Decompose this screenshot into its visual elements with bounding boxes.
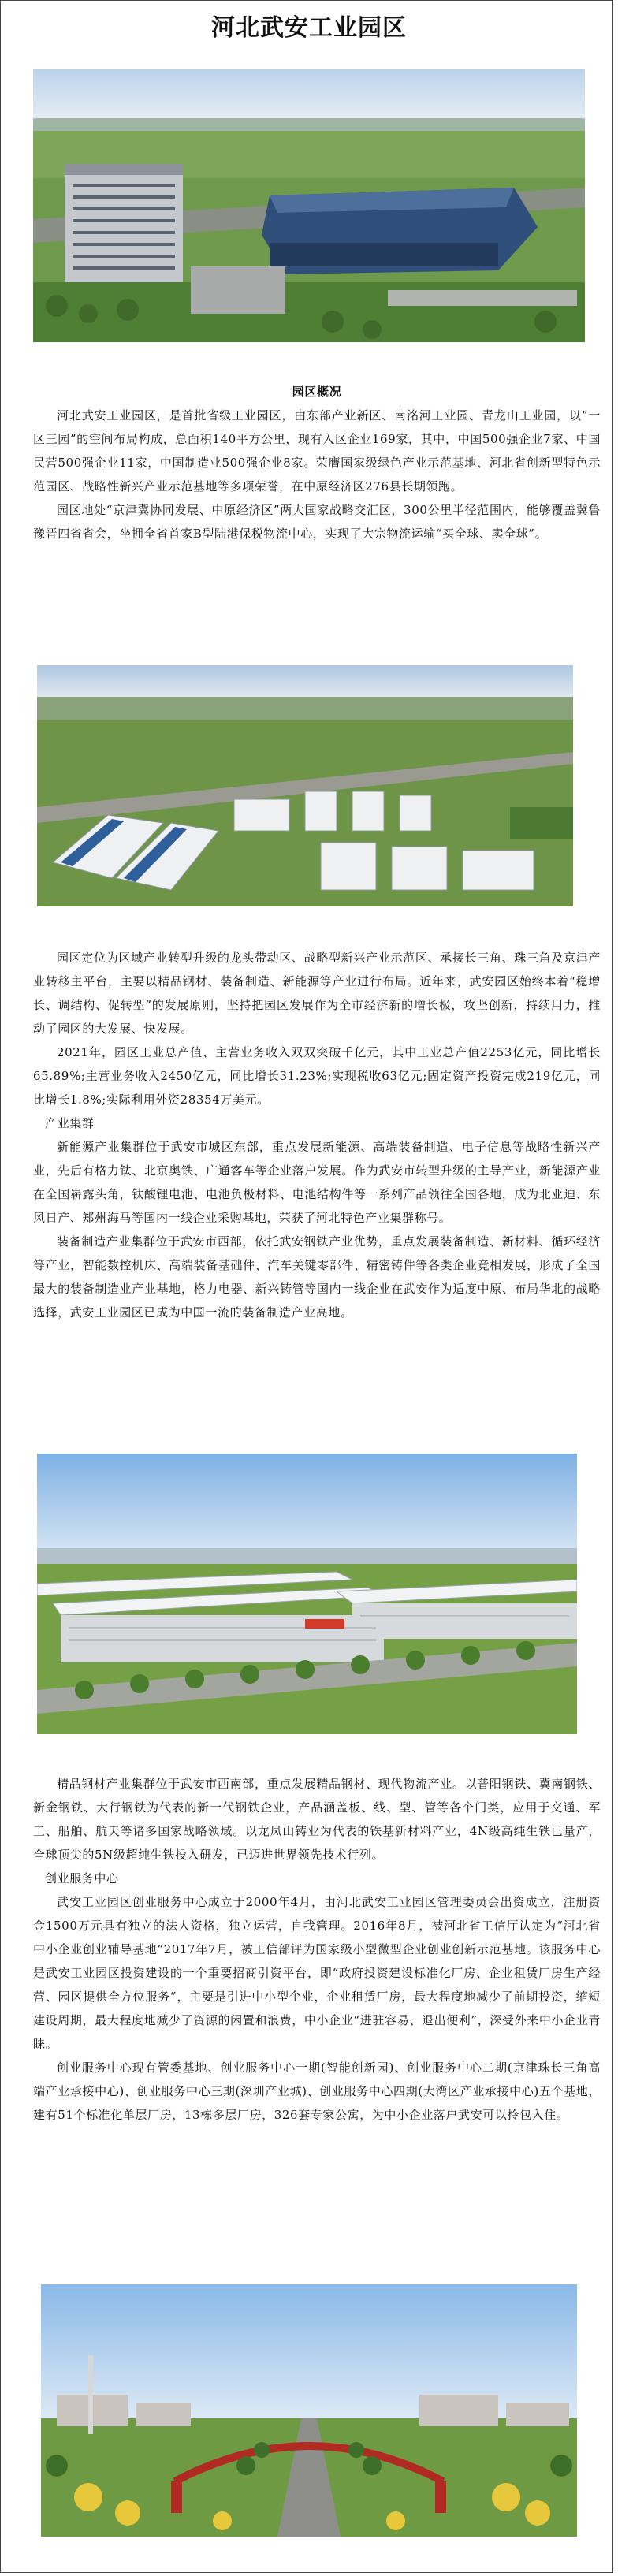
aerial-industrial-park-photo (37, 665, 573, 906)
aerial-office-buildings-photo (33, 69, 585, 342)
service-paragraph-1: 武安工业园区创业服务中心成立于2000年4月，由河北武安工业园区管理委员会出资成立，注册资金1500万元具有独立的法人资格，独立运营，自我管理。2016年8月，被河北省工信厅认定为“河北省中小企业创业辅导基地”2017年7月，被工信部评为国家级小型微型企业创业创新示范基地。该服务中心是武安工业园区投资建设的一个重要招商引资平台，即“政府投资建设标准化厂房、企业租赁厂房生产经营、园区提供全方位服务”，主要是引进中小型企业，企业租赁厂房，最大程度地减少了前期投资，缩短建设周期，最大程度地减少了资源的闲置和浪费，中小企业“进驻容易、退出便利”，深受外来中小企业青睐。 (33, 1895, 601, 2051)
page-title: 河北武安工业园区 (211, 14, 407, 42)
development-paragraph-1: 园区定位为区域产业转型升级的龙头带动区、战略型新兴产业示范区、承接长三角、珠三角及京津产业转移主平台，主要以精品钢材、装备制造、新能源等产业进行布局。近年来，武安园区始终本着“稳增长、调结构、促转型”的发展原则，坚持把园区发展作为全市经济新的增长极，攻坚创新，持续用力，推动了园区的大发展、快发展。 (33, 951, 601, 1036)
clusters-paragraph-2: 装备制造产业集群位于武安市西部，依托武安钢铁产业优势，重点发展装备制造、新材料、循环经济等产业，智能数控机床、高端装备基础件、汽车关键零部件、精密铸件等各类企业竞相发展，形成了全国最大的装备制造业产业基地，格力电器、新兴铸管等国内一线企业在武安作为适度中原、布局华北的战略选择，武安工业园区已成为中国一流的装备制造产业高地。 (33, 1234, 601, 1320)
park-entrance-avenue-photo (41, 2284, 577, 2537)
service-section (33, 1772, 601, 2127)
clusters-paragraph-1: 新能源产业集群位于武安市城区东部，重点发展新能源、高端装备制造、电子信息等战略性新兴产业，先后有格力钛、北京奥铁、广通客车等企业落户发展。作为武安市转型升级的主导产业，新能源产业在全国崭露头角，钛酸锂电池、电池负极材料、电池结构件等一系列产品领往全国各地，成为北亚迪、东风日产、郑州海马等国内一线企业采购基地，荣获了河北特色产业集群称号。 (33, 1140, 601, 1225)
overview-paragraph-2: 园区地处“京津冀协同发展、中原经济区”两大国家战略交汇区，300公里半径范围内，能够覆盖冀鲁豫晋四省省会，坐拥全省首家B型陆港保税物流中心，实现了大宗物流运输“买全球、卖全球”。 (33, 503, 601, 541)
service-heading: 创业服务中心 (45, 1871, 119, 1885)
development-paragraph-2: 2021年，园区工业总产值、主营业务收入双双突破千亿元，其中工业总产值2253亿元，同比增长65.89%;主营业务收入2450亿元，同比增长31.23%;实现税收63亿元;固定资产投资完成219亿元，同比增长1.8%;实际利用外资28354万美元。 (33, 1045, 601, 1107)
clusters-heading: 产业集群 (45, 1116, 95, 1130)
clusters-paragraph-3: 精品钢材产业集群位于武安市西南部，重点发展精品钢材、现代物流产业。以普阳钢铁、冀南钢铁、新金钢铁、大行钢铁为代表的新一代钢铁企业，产品涵盖板、线、型、管等各个门类，应用于交通、军工、船舶、航天等诸多国家战略领域。以龙凤山铸业为代表的铁基新材料产业，4N级高纯生铁已量产，全球顶尖的5N级超纯生铁投入研发，已迈进世界领先技术行列。 (33, 1777, 601, 1862)
service-paragraph-2: 创业服务中心现有管委基地、创业服务中心一期(智能创新园)、创业服务中心二期(京津珠长三角高端产业承接中心)、创业服务中心三期(深圳产业城)、创业服务中心四期(大湾区产业承接中心)五个基地，建有51个标准化单层厂房，13栋多层厂房，326套专家公寓，为中小企业落户武安可以拎包入住。 (33, 2060, 601, 2122)
overview-paragraph-1: 河北武安工业园区，是首批省级工业园区，由东部产业新区、南洺河工业园、青龙山工业园，以“一区三园”的空间布局构成，总面积140平方公里，现有入区企业169家，其中，中国500强企业7家、中国民营500强企业11家，中国制造业500强企业8家。荣膺国家级绿色产业示范基地、河北省创新型特色示范园区、战略性新兴产业示范基地等多项荣誉，在中原经济区276县长期领跑。 (33, 408, 601, 493)
overview-section (33, 380, 601, 545)
development-section (33, 946, 601, 1324)
factory-warehouses-photo (37, 1454, 577, 1734)
overview-heading: 园区概况 (292, 385, 342, 399)
